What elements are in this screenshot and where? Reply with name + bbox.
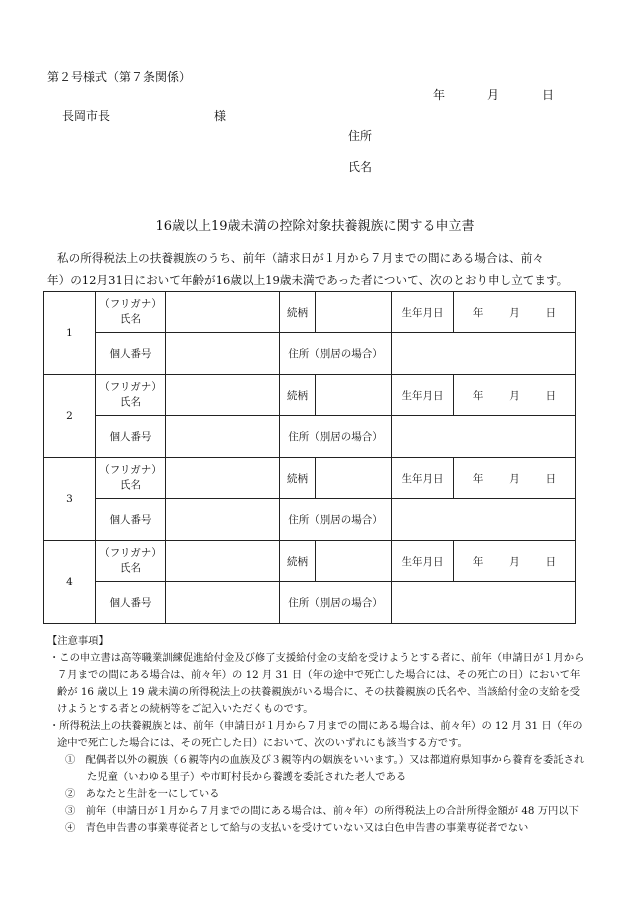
- birth-year-label: 年: [472, 306, 484, 319]
- notes-item: ② あなたと生計を一にしている: [65, 788, 220, 800]
- date-day-label: 日: [542, 88, 555, 102]
- separate-address-field[interactable]: [392, 582, 576, 624]
- birthdate-field[interactable]: [454, 458, 576, 499]
- furigana-name-label: [96, 292, 166, 333]
- furigana-label: （フリガナ）: [99, 298, 162, 310]
- personal-number-field[interactable]: [166, 499, 280, 541]
- separate-address-label: 住所（別居の場合）: [280, 582, 392, 624]
- row-number: 4: [44, 541, 96, 624]
- row-number: 3: [44, 458, 96, 541]
- personal-number-field[interactable]: [166, 333, 280, 375]
- separate-address-label: 住所（別居の場合）: [280, 416, 392, 458]
- row-number: 1: [44, 292, 96, 375]
- addressee: 長岡市長: [62, 109, 111, 123]
- relation-field[interactable]: [316, 292, 392, 333]
- name-field[interactable]: [166, 292, 280, 333]
- notes-item: ④ 青色申告書の事業専従者として給与の支払いを受けていない又は白色申告書の事業専従者でない: [65, 822, 529, 834]
- birthdate-field[interactable]: [454, 541, 576, 582]
- relation-label: 続柄: [280, 375, 316, 416]
- relation-field[interactable]: [316, 375, 392, 416]
- relation-label: 続柄: [280, 541, 316, 582]
- relation-field[interactable]: [316, 541, 392, 582]
- document-title: 16歳以上19歳未満の控除対象扶養親族に関する申立書: [155, 219, 475, 234]
- birthdate-label: 生年月日: [392, 458, 454, 499]
- furigana-label: （フリガナ）: [99, 381, 162, 393]
- separate-address-field[interactable]: [392, 333, 576, 375]
- applicant-address-label: 住所: [348, 129, 373, 143]
- separate-address-label: 住所（別居の場合）: [280, 333, 392, 375]
- separate-address-label: 住所（別居の場合）: [280, 499, 392, 541]
- name-label: 氏名: [120, 562, 141, 574]
- separate-address-field[interactable]: [392, 499, 576, 541]
- applicant-name-label: 氏名: [348, 160, 373, 174]
- relation-label: 続柄: [280, 458, 316, 499]
- personal-number-label: 個人番号: [96, 499, 166, 541]
- intro-line-2: 年）の12月31日において年齢が16歳以上19歳未満であった者について、次のとおり申し立てます。: [47, 273, 569, 287]
- name-field[interactable]: [166, 541, 280, 582]
- personal-number-label: 個人番号: [96, 582, 166, 624]
- personal-number-field[interactable]: [166, 582, 280, 624]
- birth-day-label: 日: [545, 472, 557, 485]
- name-field[interactable]: [166, 375, 280, 416]
- birthdate-label: 生年月日: [392, 541, 454, 582]
- name-label: 氏名: [120, 313, 141, 325]
- notes-item: ③ 前年（申請日が１月から７月までの間にある場合は、前々年）の所得税法上の合計所得金額が 48 万円以下: [65, 805, 579, 817]
- notes-paragraph-1: ・この申立書は高等職業訓練促進給付金及び修了支援給付金の支給を受けようとする者に、前年（申請日が１月から７月までの間にある場合は、前々年）の 12 月 31 日（年の途中で死亡した場合には、その死亡の日）において年齢が 16 歳以上 19 歳未満の所得税法上の扶養親族がいる場合に、その扶養親族の氏名や、当該給付金の支給を受けようとする者との続柄等をご記入いただくものです。: [49, 652, 585, 715]
- dependents-table: [43, 291, 576, 624]
- furigana-name-label: [96, 541, 166, 582]
- relation-label: 続柄: [280, 292, 316, 333]
- birth-month-label: 月: [509, 555, 520, 568]
- relation-field[interactable]: [316, 458, 392, 499]
- personal-number-label: 個人番号: [96, 416, 166, 458]
- birth-year-label: 年: [472, 555, 484, 568]
- birth-year-label: 年: [472, 472, 484, 485]
- birth-month-label: 月: [509, 389, 520, 402]
- name-label: 氏名: [120, 479, 141, 491]
- date-year-label: 年: [433, 88, 446, 102]
- notes-paragraph-2: ・所得税法上の扶養親族とは、前年（申請日が１月から７月までの間にある場合は、前々年）の 12 月 31 日（年の途中で死亡した場合には、その死亡した日）において、次のいずれにも該当する方です。: [49, 720, 583, 749]
- name-field[interactable]: [166, 458, 280, 499]
- birthdate-label: 生年月日: [392, 375, 454, 416]
- furigana-label: （フリガナ）: [99, 464, 162, 476]
- personal-number-field[interactable]: [166, 416, 280, 458]
- birthdate-field[interactable]: [454, 292, 576, 333]
- separate-address-field[interactable]: [392, 416, 576, 458]
- addressee-honorific: 様: [214, 109, 227, 123]
- furigana-label: （フリガナ）: [99, 547, 162, 559]
- name-label: 氏名: [120, 396, 141, 408]
- birth-day-label: 日: [545, 389, 557, 402]
- row-number: 2: [44, 375, 96, 458]
- notes-item: ① 配偶者以外の親族（６親等内の血族及び３親等内の姻族をいいます。）又は都道府県知事から養育を委託された児童（いわゆる里子）や市町村長から養護を委託された老人である: [65, 754, 585, 783]
- form-number: 第２号様式（第７条関係）: [47, 70, 192, 84]
- birthdate-field[interactable]: [454, 375, 576, 416]
- personal-number-label: 個人番号: [96, 333, 166, 375]
- birth-day-label: 日: [545, 306, 557, 319]
- birth-day-label: 日: [545, 555, 557, 568]
- birth-month-label: 月: [509, 306, 520, 319]
- date-month-label: 月: [487, 88, 500, 102]
- furigana-name-label: [96, 375, 166, 416]
- intro-line-1: 私の所得税法上の扶養親族のうち、前年（請求日が１月から７月までの間にある場合は、前々: [57, 251, 544, 265]
- birth-year-label: 年: [472, 389, 484, 402]
- notes-section: [47, 633, 587, 837]
- furigana-name-label: [96, 458, 166, 499]
- notes-heading: 【注意事項】: [47, 635, 109, 647]
- birth-month-label: 月: [509, 472, 520, 485]
- birthdate-label: 生年月日: [392, 292, 454, 333]
